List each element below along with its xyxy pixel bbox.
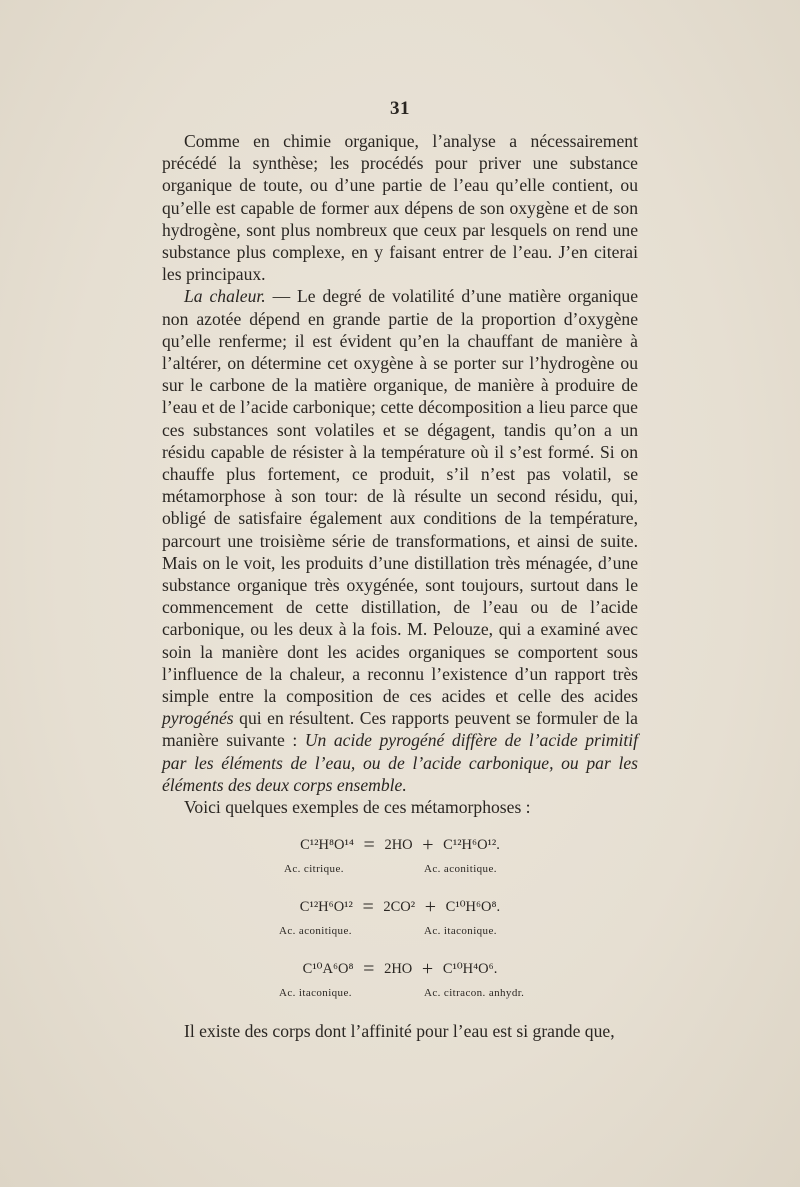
body-text xyxy=(162,130,638,1043)
plus-sign: + xyxy=(421,958,434,981)
formula-rhs: C¹⁰H⁴O⁶. xyxy=(442,961,498,978)
formula-names xyxy=(162,858,638,876)
formula-row xyxy=(162,958,638,1020)
equals-sign: = xyxy=(362,896,374,919)
formula-block xyxy=(162,834,638,1020)
formula-product: 2HO xyxy=(384,837,413,854)
term-pyrogenes: pyrogénés xyxy=(162,708,234,729)
formula-name-left: Ac. aconitique. xyxy=(279,925,352,938)
formula-name-left: Ac. itaconique. xyxy=(279,987,352,1000)
paragraph-examples-intro: Voici quelques exemples de ces métamorphoses : xyxy=(184,797,531,818)
plus-sign: + xyxy=(424,896,437,919)
formula-row xyxy=(162,896,638,958)
formula-lhs: C¹²H⁸O¹⁴ xyxy=(300,837,354,854)
formula-rhs: C¹²H⁶O¹². xyxy=(443,837,500,854)
formula-name-right: Ac. citracon. anhydr. xyxy=(424,987,525,1000)
equals-sign: = xyxy=(363,834,375,857)
section-heading-chaleur: La chaleur. xyxy=(184,286,266,307)
formula-product: 2CO² xyxy=(383,899,416,916)
page-number: 31 xyxy=(390,98,410,119)
equals-sign: = xyxy=(363,958,375,981)
formula-equation xyxy=(162,896,638,918)
paragraph-chaleur xyxy=(162,285,638,796)
formula-lhs: C¹²H⁶O¹² xyxy=(299,899,353,916)
plus-sign: + xyxy=(422,834,434,857)
formula-row xyxy=(162,834,638,896)
formula-names xyxy=(162,982,638,1000)
pelouze-rule: Un acide pyrogéné diffère de l’acide primitif par les éléments de l’eau, ou de l’acide carbonique, ou par les éléments des deux corps ensemble. xyxy=(162,730,638,795)
formula-product: 2HO xyxy=(384,961,413,978)
paragraph-chaleur-body: — Le degré de volatilité d’une matière organique non azotée dépend en grande partie de la proportion d’oxygène qu’elle renferme; il est évident qu’en la chauffant de manière à l’altérer, on détermine cet oxygène à se porter sur l’hydrogène ou sur le carbone de la matière organique, de manière à produire de l’eau et de l’acide carbonique; cette décomposition a lieu parce que ces substances sont volatiles et se dégagent, tandis qu’on a un résidu capable de résister à la température où il s’est formé. Si on chauffe plus fortement, ce produit, s’il n’est pas volatil, se métamorphose à son tour: de là résulte un second résidu, qui, obligé de satisfaire également aux conditions de la température, parcourt une troisième série de transformations, et ainsi de suite. Mais on le voit, les produits d’une distillation très ménagée, d’une substance organique très oxygénée, sont toujours, surtout dans le commencement de cette distillation, de l’eau ou de l’acide carbonique, ou les deux à la fois. M. Pelouze, qui a examiné avec soin la manière dont les acides organiques se comportent sous l’influence de la chaleur, a reconnu l’existence d’un rapport très simple entre la composition de ces acides et celle des acides xyxy=(162,286,639,707)
formula-names xyxy=(162,920,638,938)
formula-equation xyxy=(162,834,638,856)
formula-lhs: C¹⁰A⁶O⁸ xyxy=(302,961,354,978)
formula-name-left: Ac. citrique. xyxy=(284,863,344,876)
formula-equation xyxy=(162,958,638,980)
paragraph-chaleur-mid: qui en résultent. Ces rapports peuvent se formuler de la manière suivante : xyxy=(162,708,638,751)
paragraph-affinity: Il existe des corps dont l’affinité pour l’eau est si grande que, xyxy=(184,1021,615,1042)
paragraph-synthesis: Comme en chimie organique, l’analyse a nécessairement précédé la synthèse; les procédés pour priver une substance organique de toute, ou d’une partie de l’eau qu’elle contient, ou qu’elle est capable de former aux dépens de son oxygène et de son hydrogène, sont plus nombreux que ceux par lesquels on rend une substance plus complexe, en y faisant entrer de l’eau. J’en citerai les principaux. xyxy=(162,131,638,285)
formula-name-right: Ac. aconitique. xyxy=(424,863,497,876)
formula-rhs: C¹⁰H⁶O⁸. xyxy=(445,899,501,916)
formula-name-right: Ac. itaconique. xyxy=(424,925,497,938)
